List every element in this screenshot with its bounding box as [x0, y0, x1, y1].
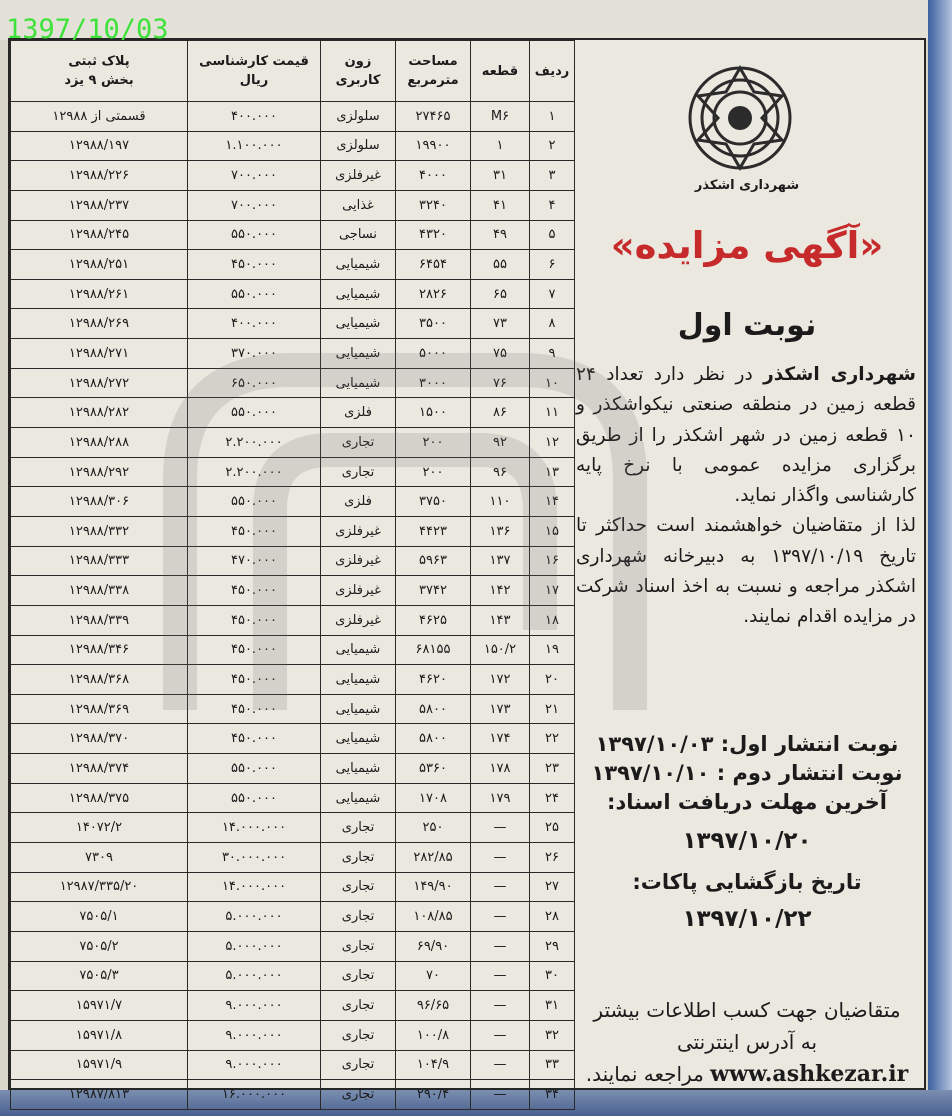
cell-price: ۳۷۰.۰۰۰	[188, 339, 321, 369]
cell-price: ۴۵۰.۰۰۰	[188, 635, 321, 665]
cell-plot: ۵۵	[471, 250, 530, 280]
cell-plate: ۱۵۹۷۱/۸	[11, 1020, 188, 1050]
cell-plot: —	[471, 813, 530, 843]
cell-plate: ۱۲۹۸۸/۱۹۷	[11, 131, 188, 161]
cell-zone: تجاری	[321, 1050, 396, 1080]
cell-row: ۱۹	[530, 635, 575, 665]
cell-plot: —	[471, 1020, 530, 1050]
cell-price: ۴۰۰.۰۰۰	[188, 102, 321, 132]
cell-row: ۲۸	[530, 902, 575, 932]
cell-plate: ۷۵۰۵/۳	[11, 961, 188, 991]
cell-area: ۴۶۲۰	[396, 665, 471, 695]
cell-price: ۵۵۰.۰۰۰	[188, 754, 321, 784]
cell-row: ۶	[530, 250, 575, 280]
cell-zone: غیرفلزی	[321, 161, 396, 191]
second-publish-date: نوبت انتشار دوم : ۱۳۹۷/۱۰/۱۰	[591, 761, 903, 785]
cell-zone: تجاری	[321, 961, 396, 991]
cell-plate: ۱۲۹۸۸/۲۶۱	[11, 279, 188, 309]
cell-plot: ۴۱	[471, 190, 530, 220]
cell-plot: ۱۷۳	[471, 694, 530, 724]
cell-plate: ۱۲۹۸۸/۳۶۹	[11, 694, 188, 724]
cell-zone: فلزی	[321, 487, 396, 517]
cell-zone: شیمیایی	[321, 724, 396, 754]
cell-area: ۲۸۲/۸۵	[396, 843, 471, 873]
cell-price: ۴۵۰.۰۰۰	[188, 665, 321, 695]
cell-row: ۱۸	[530, 605, 575, 635]
cell-area: ۲۹۰/۴	[396, 1080, 471, 1110]
website-link[interactable]: www.ashkezar.ir	[710, 1061, 909, 1087]
photo-background-right	[928, 0, 952, 1116]
cell-price: ۴۷۰.۰۰۰	[188, 546, 321, 576]
cell-plot: ۹۶	[471, 457, 530, 487]
cell-plot: ۱۴۲	[471, 576, 530, 606]
cell-plot: ۱۴۳	[471, 605, 530, 635]
cell-area: ۵۸۰۰	[396, 724, 471, 754]
cell-plot: —	[471, 1080, 530, 1110]
opening-label: تاریخ بازگشایی پاکات:	[632, 870, 862, 894]
cell-area: ۱۵۰۰	[396, 398, 471, 428]
cell-row: ۱۴	[530, 487, 575, 517]
cell-price: ۱.۱۰۰.۰۰۰	[188, 131, 321, 161]
cell-zone: تجاری	[321, 813, 396, 843]
cell-area: ۱۹۹۰۰	[396, 131, 471, 161]
cell-plot: —	[471, 843, 530, 873]
cell-area: ۵۳۶۰	[396, 754, 471, 784]
cell-price: ۴۵۰.۰۰۰	[188, 250, 321, 280]
cell-price: ۲.۲۰۰.۰۰۰	[188, 457, 321, 487]
cell-price: ۴۰۰.۰۰۰	[188, 309, 321, 339]
cell-plot: ۱۱۰	[471, 487, 530, 517]
cell-plot: M۶	[471, 102, 530, 132]
cell-plate: ۱۲۹۸۸/۲۵۱	[11, 250, 188, 280]
table-row	[11, 1050, 575, 1080]
cell-zone: تجاری	[321, 1080, 396, 1110]
cell-area: ۳۵۰۰	[396, 309, 471, 339]
cell-price: ۹.۰۰۰.۰۰۰	[188, 991, 321, 1021]
cell-area: ۱۴۹/۹۰	[396, 872, 471, 902]
table-row	[11, 102, 575, 132]
cell-price: ۵۵۰.۰۰۰	[188, 783, 321, 813]
cell-plot: ۷۶	[471, 368, 530, 398]
cell-zone: شیمیایی	[321, 783, 396, 813]
cell-plate: ۱۲۹۸۸/۳۷۵	[11, 783, 188, 813]
cell-row: ۱۳	[530, 457, 575, 487]
cell-plate: ۷۳۰۹	[11, 843, 188, 873]
cell-price: ۵.۰۰۰.۰۰۰	[188, 931, 321, 961]
cell-price: ۵۵۰.۰۰۰	[188, 220, 321, 250]
announcement-subtitle: نوبت اول	[677, 308, 817, 343]
header-plate	[11, 41, 188, 102]
contact-line-1: متقاضیان جهت کسب اطلاعات بیشتر	[593, 998, 901, 1022]
cell-zone: تجاری	[321, 931, 396, 961]
cell-zone: شیمیایی	[321, 665, 396, 695]
cell-area: ۵۰۰۰	[396, 339, 471, 369]
header-row-number: ردیف	[530, 41, 575, 102]
table-row	[11, 902, 575, 932]
cell-price: ۱۶.۰۰۰.۰۰۰	[188, 1080, 321, 1110]
cell-row: ۲۷	[530, 872, 575, 902]
cell-zone: شیمیایی	[321, 368, 396, 398]
cell-row: ۱۷	[530, 576, 575, 606]
cell-row: ۳۱	[530, 991, 575, 1021]
cell-plot: ۳۱	[471, 161, 530, 191]
cell-row: ۲۲	[530, 724, 575, 754]
cell-zone: تجاری	[321, 991, 396, 1021]
cell-price: ۱۴.۰۰۰.۰۰۰	[188, 872, 321, 902]
cell-zone: نساجی	[321, 220, 396, 250]
cell-plate: ۱۵۹۷۱/۹	[11, 1050, 188, 1080]
cell-row: ۳	[530, 161, 575, 191]
cell-plate: ۱۲۹۸۷/۸۱۳	[11, 1080, 188, 1110]
table-header-row	[11, 41, 575, 102]
body-paragraph-1: در نظر دارد تعداد ۲۴ قطعه زمین در منطقه صنعتی نیکواشکذر و ۱۰ قطعه زمین در شهر اشکذر را از طریق برگزاری مزایده عمومی با نرخ پایه کارشناسی واگذار نماید.	[576, 364, 916, 507]
cell-price: ۷۰۰.۰۰۰	[188, 190, 321, 220]
cell-area: ۴۴۲۳	[396, 516, 471, 546]
cell-row: ۲۳	[530, 754, 575, 784]
cell-plate: ۱۴۰۷۲/۲	[11, 813, 188, 843]
cell-plate: ۱۲۹۸۸/۲۹۲	[11, 457, 188, 487]
date-stamp: 1397/10/03	[6, 14, 169, 45]
cell-price: ۷۰۰.۰۰۰	[188, 161, 321, 191]
header-area-text: مساحت مترمربع	[407, 54, 459, 88]
cell-plate: ۱۲۹۸۸/۳۳۳	[11, 546, 188, 576]
cell-zone: تجاری	[321, 902, 396, 932]
cell-zone: سلولزی	[321, 131, 396, 161]
cell-area: ۳۷۴۲	[396, 576, 471, 606]
cell-plot: ۱۷۴	[471, 724, 530, 754]
contact-line-3-text: مراجعه نمایند.	[585, 1062, 711, 1086]
cell-zone: تجاری	[321, 428, 396, 458]
cell-plate: ۱۲۹۸۸/۳۳۸	[11, 576, 188, 606]
body-lead: شهرداری اشکذر	[763, 364, 916, 385]
cell-plot: ۷۳	[471, 309, 530, 339]
cell-area: ۱۰۴/۹	[396, 1050, 471, 1080]
cell-plot: ۱	[471, 131, 530, 161]
cell-plate: ۱۲۹۸۸/۲۸۲	[11, 398, 188, 428]
cell-plot: ۱۵۰/۲	[471, 635, 530, 665]
cell-plot: ۱۳۶	[471, 516, 530, 546]
cell-plate: ۱۲۹۸۷/۳۳۵/۲۰	[11, 872, 188, 902]
cell-row: ۴	[530, 190, 575, 220]
cell-row: ۲۱	[530, 694, 575, 724]
cell-price: ۴۵۰.۰۰۰	[188, 694, 321, 724]
cell-price: ۴۵۰.۰۰۰	[188, 576, 321, 606]
cell-plate: ۱۲۹۸۸/۲۶۹	[11, 309, 188, 339]
cell-plot: —	[471, 991, 530, 1021]
cell-plate: ۱۲۹۸۸/۲۷۱	[11, 339, 188, 369]
cell-plate: ۱۲۹۸۸/۲۷۲	[11, 368, 188, 398]
table-row	[11, 279, 575, 309]
table-row	[11, 872, 575, 902]
municipality-logo-icon	[684, 62, 796, 174]
cell-area: ۱۰۰/۸	[396, 1020, 471, 1050]
cell-plate: ۷۵۰۵/۲	[11, 931, 188, 961]
deadline-date: ۱۳۹۷/۱۰/۲۰	[682, 828, 812, 854]
cell-row: ۱	[530, 102, 575, 132]
cell-price: ۴۵۰.۰۰۰	[188, 605, 321, 635]
body-paragraph-2: لذا از متقاضیان خواهشمند است حداکثر تا تاریخ ۱۳۹۷/۱۰/۱۹ به دبیرخانه شهرداری اشکذر مراجعه و نسبت به اخذ اسناد شرکت در مزایده اقدام نمایند.	[576, 515, 916, 628]
cell-price: ۹.۰۰۰.۰۰۰	[188, 1050, 321, 1080]
cell-price: ۶۵۰.۰۰۰	[188, 368, 321, 398]
cell-plate: ۱۲۹۸۸/۳۳۲	[11, 516, 188, 546]
table-row	[11, 190, 575, 220]
cell-area: ۲۰۰	[396, 457, 471, 487]
cell-price: ۵۵۰.۰۰۰	[188, 279, 321, 309]
cell-zone: شیمیایی	[321, 635, 396, 665]
cell-area: ۳۲۴۰	[396, 190, 471, 220]
cell-zone: شیمیایی	[321, 754, 396, 784]
cell-zone: غیرفلزی	[321, 546, 396, 576]
cell-plot: ۶۵	[471, 279, 530, 309]
cell-area: ۶۸۱۵۵	[396, 635, 471, 665]
cell-plate: ۱۲۹۸۸/۳۴۶	[11, 635, 188, 665]
cell-plate: ۱۲۹۸۸/۳۰۶	[11, 487, 188, 517]
cell-row: ۱۲	[530, 428, 575, 458]
cell-row: ۲۹	[530, 931, 575, 961]
header-zone-text: زون کاربری	[335, 54, 381, 88]
cell-row: ۳۰	[530, 961, 575, 991]
cell-price: ۴۵۰.۰۰۰	[188, 516, 321, 546]
cell-zone: تجاری	[321, 457, 396, 487]
cell-area: ۳۷۵۰	[396, 487, 471, 517]
announcement-title: «آگهی مزایده»	[610, 224, 884, 267]
cell-plot: —	[471, 931, 530, 961]
cell-row: ۱۶	[530, 546, 575, 576]
cell-row: ۳۴	[530, 1080, 575, 1110]
cell-plate: ۱۵۹۷۱/۷	[11, 991, 188, 1021]
cell-zone: تجاری	[321, 872, 396, 902]
cell-zone: شیمیایی	[321, 279, 396, 309]
cell-plot: ۹۲	[471, 428, 530, 458]
cell-zone: سلولزی	[321, 102, 396, 132]
cell-plate: ۷۵۰۵/۱	[11, 902, 188, 932]
header-area	[396, 41, 471, 102]
cell-area: ۵۸۰۰	[396, 694, 471, 724]
cell-zone: شیمیایی	[321, 694, 396, 724]
cell-price: ۲.۲۰۰.۰۰۰	[188, 428, 321, 458]
cell-area: ۴۳۲۰	[396, 220, 471, 250]
cell-zone: شیمیایی	[321, 339, 396, 369]
table-row	[11, 220, 575, 250]
table-row	[11, 161, 575, 191]
cell-row: ۲۴	[530, 783, 575, 813]
cell-row: ۷	[530, 279, 575, 309]
cell-plate: ۱۲۹۸۸/۲۴۵	[11, 220, 188, 250]
table-row	[11, 813, 575, 843]
cell-row: ۳۲	[530, 1020, 575, 1050]
cell-row: ۵	[530, 220, 575, 250]
cell-row: ۸	[530, 309, 575, 339]
cell-row: ۳۳	[530, 1050, 575, 1080]
cell-area: ۶۴۵۴	[396, 250, 471, 280]
table-row	[11, 991, 575, 1021]
cell-area: ۲۷۴۶۵	[396, 102, 471, 132]
cell-area: ۲۰۰	[396, 428, 471, 458]
header-zone	[321, 41, 396, 102]
opening-date: ۱۳۹۷/۱۰/۲۲	[682, 906, 812, 932]
first-publish-date: نوبت انتشار اول: ۱۳۹۷/۱۰/۰۳	[595, 732, 899, 756]
cell-area: ۹۶/۶۵	[396, 991, 471, 1021]
table-row	[11, 1020, 575, 1050]
cell-plot: ۸۶	[471, 398, 530, 428]
table-row	[11, 1080, 575, 1110]
cell-price: ۳۰.۰۰۰.۰۰۰	[188, 843, 321, 873]
header-price-text: قیمت کارشناسی ریال	[199, 54, 309, 88]
cell-price: ۹.۰۰۰.۰۰۰	[188, 1020, 321, 1050]
contact-line-3	[572, 1058, 922, 1090]
header-plot: قطعه	[471, 41, 530, 102]
cell-row: ۲	[530, 131, 575, 161]
cell-plate: ۱۲۹۸۸/۳۷۴	[11, 754, 188, 784]
cell-area: ۱۰۸/۸۵	[396, 902, 471, 932]
cell-area: ۲۵۰	[396, 813, 471, 843]
cell-price: ۵۵۰.۰۰۰	[188, 398, 321, 428]
cell-plate: ۱۲۹۸۸/۲۳۷	[11, 190, 188, 220]
cell-plot: ۱۳۷	[471, 546, 530, 576]
cell-row: ۱۵	[530, 516, 575, 546]
cell-plot: ۱۷۸	[471, 754, 530, 784]
cell-price: ۱۴.۰۰۰.۰۰۰	[188, 813, 321, 843]
cell-row: ۲۰	[530, 665, 575, 695]
cell-price: ۵۵۰.۰۰۰	[188, 487, 321, 517]
municipality-name: شهرداری اشکذر	[694, 178, 800, 193]
cell-plot: —	[471, 902, 530, 932]
header-plate-text: پلاک ثبتی بخش ۹ یزد	[64, 54, 134, 88]
cell-zone: تجاری	[321, 843, 396, 873]
cell-zone: غیرفلزی	[321, 516, 396, 546]
cell-plot: —	[471, 961, 530, 991]
cell-plate: ۱۲۹۸۸/۲۲۶	[11, 161, 188, 191]
cell-area: ۴۰۰۰	[396, 161, 471, 191]
table-row	[11, 250, 575, 280]
contact-line-2: به آدرس اینترنتی	[676, 1030, 818, 1054]
cell-area: ۲۸۲۶	[396, 279, 471, 309]
cell-row: ۱۱	[530, 398, 575, 428]
cell-zone: غیرفلزی	[321, 605, 396, 635]
cell-plot: —	[471, 1050, 530, 1080]
cell-area: ۶۹/۹۰	[396, 931, 471, 961]
cell-zone: شیمیایی	[321, 309, 396, 339]
cell-row: ۲۶	[530, 843, 575, 873]
cell-area: ۳۰۰۰	[396, 368, 471, 398]
cell-plate: ۱۲۹۸۸/۳۷۰	[11, 724, 188, 754]
cell-zone: فلزی	[321, 398, 396, 428]
cell-row: ۱۰	[530, 368, 575, 398]
table-row	[11, 131, 575, 161]
cell-area: ۵۹۶۳	[396, 546, 471, 576]
table-row	[11, 931, 575, 961]
cell-plate: ۱۲۹۸۸/۳۳۹	[11, 605, 188, 635]
cell-plot: —	[471, 872, 530, 902]
cell-price: ۵.۰۰۰.۰۰۰	[188, 902, 321, 932]
cell-zone: غذایی	[321, 190, 396, 220]
cell-price: ۵.۰۰۰.۰۰۰	[188, 961, 321, 991]
cell-price: ۴۵۰.۰۰۰	[188, 724, 321, 754]
cell-zone: غیرفلزی	[321, 576, 396, 606]
cell-zone: شیمیایی	[321, 250, 396, 280]
table-row	[11, 961, 575, 991]
cell-plot: ۷۵	[471, 339, 530, 369]
cell-plate: قسمتی از ۱۲۹۸۸	[11, 102, 188, 132]
cell-plate: ۱۲۹۸۸/۳۶۸	[11, 665, 188, 695]
cell-area: ۷۰	[396, 961, 471, 991]
header-price	[188, 41, 321, 102]
watermark-logo-icon	[120, 330, 680, 790]
cell-plate: ۱۲۹۸۸/۲۸۸	[11, 428, 188, 458]
cell-area: ۱۷۰۸	[396, 783, 471, 813]
table-row	[11, 843, 575, 873]
cell-zone: تجاری	[321, 1020, 396, 1050]
cell-row: ۹	[530, 339, 575, 369]
contact-block	[572, 994, 922, 1090]
cell-area: ۴۶۲۵	[396, 605, 471, 635]
deadline-label: آخرین مهلت دریافت اسناد:	[607, 790, 887, 814]
cell-plot: ۱۷۹	[471, 783, 530, 813]
cell-row: ۲۵	[530, 813, 575, 843]
cell-plot: ۴۹	[471, 220, 530, 250]
cell-plot: ۱۷۲	[471, 665, 530, 695]
